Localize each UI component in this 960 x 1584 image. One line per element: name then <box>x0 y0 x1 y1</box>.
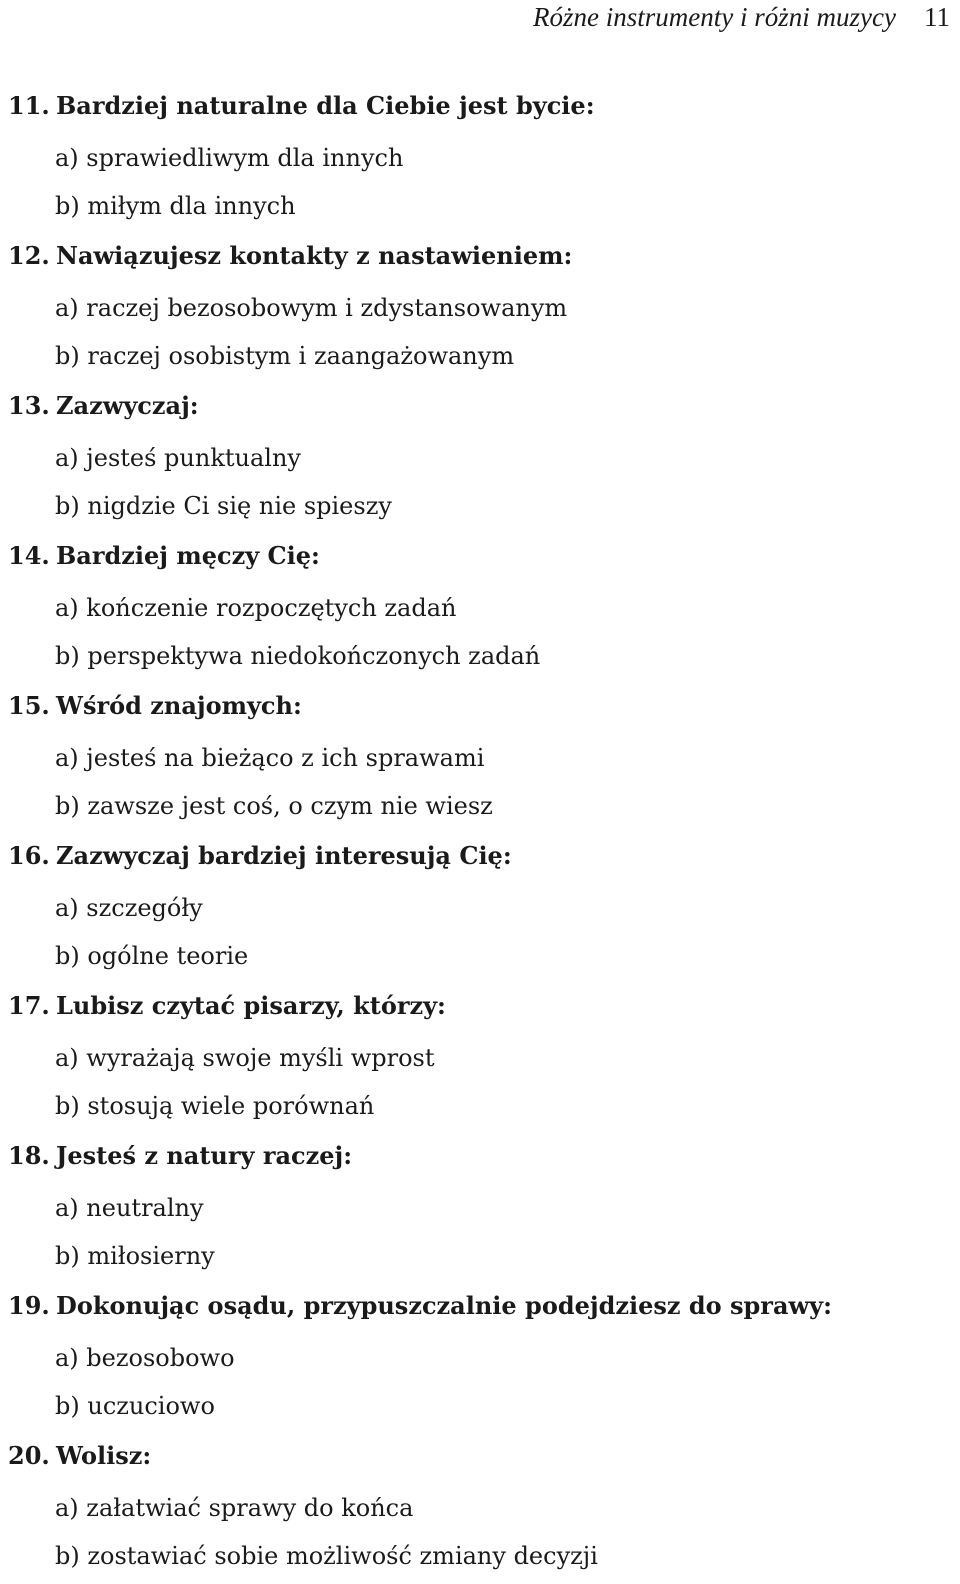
question-label: Zazwyczaj: <box>56 391 199 420</box>
question-number: 11. <box>8 91 50 120</box>
question-number: 19. <box>8 1291 50 1320</box>
question-text <box>8 684 948 736</box>
question-number: 18. <box>8 1141 50 1170</box>
question-number: 15. <box>8 691 50 720</box>
option-b: b) raczej osobistym i zaangażowanym <box>55 342 515 370</box>
question-text <box>8 1134 948 1186</box>
question-text <box>8 834 948 886</box>
question-11 <box>8 84 948 234</box>
option-b: b) perspektywa niedokończonych zadań <box>55 642 541 670</box>
option-a: a) jesteś na bieżąco z ich sprawami <box>55 744 485 772</box>
question-label: Zazwyczaj bardziej interesują Cię: <box>56 841 512 870</box>
option-a: a) wyrażają swoje myśli wprost <box>55 1044 435 1072</box>
running-title: Różne instrumenty i różni muzycy <box>533 2 896 32</box>
running-header <box>0 0 960 40</box>
question-text <box>8 534 948 586</box>
question-label: Bardziej męczy Cię: <box>56 541 320 570</box>
question-label: Wśród znajomych: <box>56 691 302 720</box>
option-a: a) załatwiać sprawy do końca <box>55 1494 414 1522</box>
question-14 <box>8 534 948 684</box>
question-list <box>8 84 948 1584</box>
question-text <box>8 384 948 436</box>
option-b: b) nigdzie Ci się nie spieszy <box>55 492 392 520</box>
option-b: b) stosują wiele porównań <box>55 1092 375 1120</box>
question-number: 16. <box>8 841 50 870</box>
option-a: a) kończenie rozpoczętych zadań <box>55 594 457 622</box>
question-20 <box>8 1434 948 1584</box>
question-number: 13. <box>8 391 50 420</box>
option-b: b) miłosierny <box>55 1242 215 1270</box>
option-b: b) uczuciowo <box>55 1392 215 1420</box>
option-a: a) bezosobowo <box>55 1344 235 1372</box>
question-label: Bardziej naturalne dla Ciebie jest bycie: <box>56 91 595 120</box>
question-label: Lubisz czytać pisarzy, którzy: <box>56 991 446 1020</box>
question-label: Dokonując osądu, przypuszczalnie podejdziesz do sprawy: <box>56 1291 832 1320</box>
option-b: b) ogólne teorie <box>55 942 249 970</box>
question-text <box>8 1284 948 1336</box>
question-number: 14. <box>8 541 50 570</box>
option-a: a) neutralny <box>55 1194 204 1222</box>
question-label: Jesteś z natury raczej: <box>56 1141 353 1170</box>
question-label: Nawiązujesz kontakty z nastawieniem: <box>56 241 573 270</box>
option-b: b) zostawiać sobie możliwość zmiany decyzji <box>55 1542 598 1570</box>
question-text <box>8 1434 948 1486</box>
question-19 <box>8 1284 948 1434</box>
option-a: a) raczej bezosobowym i zdystansowanym <box>55 294 568 322</box>
option-b: b) zawsze jest coś, o czym nie wiesz <box>55 792 493 820</box>
question-13 <box>8 384 948 534</box>
question-text <box>8 84 948 136</box>
question-17 <box>8 984 948 1134</box>
page-number: 11 <box>924 2 950 32</box>
question-18 <box>8 1134 948 1284</box>
question-text <box>8 234 948 286</box>
question-15 <box>8 684 948 834</box>
option-a: a) szczegóły <box>55 894 203 922</box>
question-number: 17. <box>8 991 50 1020</box>
option-a: a) sprawiedliwym dla innych <box>55 144 404 172</box>
question-text <box>8 984 948 1036</box>
question-label: Wolisz: <box>56 1441 152 1470</box>
option-b: b) miłym dla innych <box>55 192 296 220</box>
question-16 <box>8 834 948 984</box>
question-number: 12. <box>8 241 50 270</box>
option-a: a) jesteś punktualny <box>55 444 301 472</box>
question-number: 20. <box>8 1441 50 1470</box>
question-12 <box>8 234 948 384</box>
